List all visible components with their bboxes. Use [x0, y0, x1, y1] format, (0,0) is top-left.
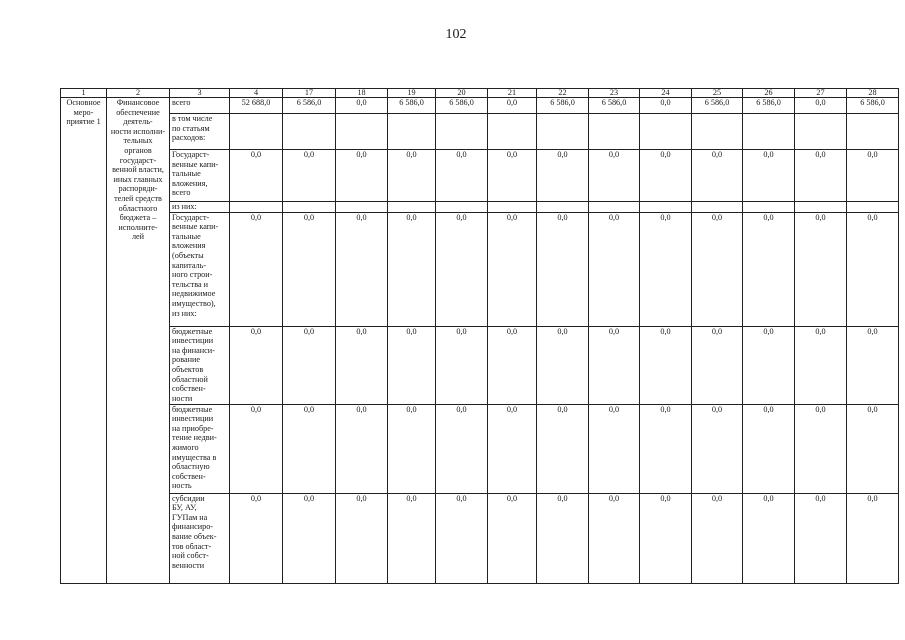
value-cell: 0,0 — [488, 150, 537, 202]
value-cell: 0,0 — [847, 150, 899, 202]
column-number: 21 — [488, 89, 537, 98]
value-cell — [692, 202, 743, 213]
column-number: 26 — [743, 89, 795, 98]
value-cell — [488, 202, 537, 213]
column-number: 4 — [230, 89, 283, 98]
value-cell: 0,0 — [589, 150, 640, 202]
value-cell — [283, 202, 336, 213]
expense-type-label: из них: — [170, 202, 230, 213]
column-number: 3 — [170, 89, 230, 98]
table-row — [61, 150, 899, 202]
value-cell: 0,0 — [388, 404, 436, 493]
value-cell — [743, 114, 795, 150]
value-cell: 0,0 — [283, 150, 336, 202]
value-cell: 0,0 — [640, 212, 692, 326]
table-row — [61, 98, 899, 114]
table-row — [61, 493, 899, 583]
expense-type-label: Государст- венные капи- тальные вложения (объекты капиталь- ного строи- тельства и недвижимое имущество), из них: — [170, 212, 230, 326]
value-cell: 0,0 — [336, 98, 388, 114]
column-number: 27 — [795, 89, 847, 98]
value-cell: 0,0 — [283, 326, 336, 404]
value-cell — [230, 202, 283, 213]
table-row — [61, 114, 899, 150]
value-cell — [388, 114, 436, 150]
value-cell — [436, 114, 488, 150]
value-cell: 0,0 — [230, 326, 283, 404]
value-cell: 0,0 — [743, 212, 795, 326]
value-cell: 0,0 — [743, 493, 795, 583]
expense-type-label: в том числе по статьям расходов: — [170, 114, 230, 150]
value-cell: 0,0 — [589, 326, 640, 404]
value-cell: 0,0 — [230, 404, 283, 493]
value-cell: 6 586,0 — [589, 98, 640, 114]
value-cell: 0,0 — [537, 212, 589, 326]
column-number: 22 — [537, 89, 589, 98]
expense-type-label: субсидии БУ, АУ, ГУПам на финансиро- вание объек- тов област- ной собст- венности — [170, 493, 230, 583]
value-cell: 6 586,0 — [283, 98, 336, 114]
value-cell: 0,0 — [692, 404, 743, 493]
value-cell: 0,0 — [795, 326, 847, 404]
value-cell: 0,0 — [283, 404, 336, 493]
column-number: 1 — [61, 89, 107, 98]
column-number: 18 — [336, 89, 388, 98]
value-cell: 0,0 — [388, 326, 436, 404]
value-cell: 0,0 — [388, 493, 436, 583]
value-cell — [847, 202, 899, 213]
value-cell — [336, 202, 388, 213]
value-cell: 0,0 — [336, 150, 388, 202]
value-cell: 6 586,0 — [388, 98, 436, 114]
value-cell: 0,0 — [388, 212, 436, 326]
value-cell: 0,0 — [692, 212, 743, 326]
value-cell: 0,0 — [537, 150, 589, 202]
value-cell: 0,0 — [847, 212, 899, 326]
value-cell: 0,0 — [795, 98, 847, 114]
value-cell — [388, 202, 436, 213]
value-cell: 0,0 — [589, 493, 640, 583]
value-cell: 0,0 — [795, 212, 847, 326]
column-number: 20 — [436, 89, 488, 98]
value-cell: 0,0 — [847, 493, 899, 583]
value-cell: 0,0 — [795, 493, 847, 583]
expense-type-label: всего — [170, 98, 230, 114]
value-cell: 0,0 — [283, 212, 336, 326]
value-cell — [436, 202, 488, 213]
table-row — [61, 212, 899, 326]
value-cell: 0,0 — [436, 404, 488, 493]
value-cell: 0,0 — [795, 150, 847, 202]
value-cell — [488, 114, 537, 150]
expense-type-label: бюджетные инвестиции на финанси- рование объектов областной собствен- ности — [170, 326, 230, 404]
value-cell: 0,0 — [388, 150, 436, 202]
value-cell — [847, 114, 899, 150]
value-cell: 6 586,0 — [436, 98, 488, 114]
table-row — [61, 404, 899, 493]
value-cell: 52 688,0 — [230, 98, 283, 114]
value-cell: 0,0 — [488, 493, 537, 583]
table-row — [61, 202, 899, 213]
value-cell: 0,0 — [640, 326, 692, 404]
page-number: 102 — [445, 27, 467, 42]
column-number: 28 — [847, 89, 899, 98]
value-cell: 0,0 — [640, 493, 692, 583]
value-cell: 6 586,0 — [537, 98, 589, 114]
value-cell: 0,0 — [537, 493, 589, 583]
value-cell — [692, 114, 743, 150]
value-cell: 0,0 — [488, 404, 537, 493]
event-name: Основное меро- приятие 1 — [61, 98, 107, 584]
expense-type-label: Государст- венные капи- тальные вложения, всего — [170, 150, 230, 202]
column-number: 25 — [692, 89, 743, 98]
column-number: 2 — [107, 89, 170, 98]
column-number-row — [61, 89, 899, 98]
event-description: Финансовое обеспечение деятель- ности исполни- тельных органов государст- венной власти, иных главных распоряди- телей средств областного бюджета – исполните- лей — [107, 98, 170, 584]
value-cell: 0,0 — [436, 212, 488, 326]
value-cell: 0,0 — [692, 150, 743, 202]
value-cell: 0,0 — [795, 404, 847, 493]
column-number: 17 — [283, 89, 336, 98]
value-cell: 0,0 — [589, 404, 640, 493]
value-cell — [230, 114, 283, 150]
value-cell: 0,0 — [230, 212, 283, 326]
value-cell: 0,0 — [488, 212, 537, 326]
value-cell — [537, 114, 589, 150]
value-cell: 0,0 — [640, 404, 692, 493]
value-cell: 0,0 — [743, 404, 795, 493]
value-cell: 0,0 — [336, 493, 388, 583]
value-cell: 0,0 — [692, 326, 743, 404]
value-cell: 0,0 — [847, 326, 899, 404]
value-cell — [537, 202, 589, 213]
value-cell: 0,0 — [283, 493, 336, 583]
value-cell: 0,0 — [436, 326, 488, 404]
value-cell: 6 586,0 — [692, 98, 743, 114]
value-cell — [640, 202, 692, 213]
value-cell: 6 586,0 — [847, 98, 899, 114]
value-cell — [283, 114, 336, 150]
value-cell: 0,0 — [488, 326, 537, 404]
value-cell — [640, 114, 692, 150]
table-row — [61, 326, 899, 404]
value-cell: 0,0 — [230, 493, 283, 583]
value-cell — [795, 114, 847, 150]
value-cell — [795, 202, 847, 213]
value-cell — [743, 202, 795, 213]
value-cell — [336, 114, 388, 150]
value-cell: 0,0 — [640, 98, 692, 114]
value-cell: 0,0 — [436, 493, 488, 583]
value-cell: 0,0 — [743, 326, 795, 404]
value-cell: 0,0 — [537, 326, 589, 404]
value-cell: 0,0 — [336, 404, 388, 493]
value-cell: 0,0 — [589, 212, 640, 326]
column-number: 23 — [589, 89, 640, 98]
value-cell: 0,0 — [436, 150, 488, 202]
value-cell: 6 586,0 — [743, 98, 795, 114]
value-cell: 0,0 — [743, 150, 795, 202]
value-cell: 0,0 — [537, 404, 589, 493]
value-cell: 0,0 — [640, 150, 692, 202]
value-cell: 0,0 — [692, 493, 743, 583]
value-cell: 0,0 — [336, 212, 388, 326]
value-cell: 0,0 — [488, 98, 537, 114]
value-cell — [589, 202, 640, 213]
budget-table — [60, 88, 899, 584]
value-cell — [589, 114, 640, 150]
expense-type-label: бюджетные инвестиции на приобре- тение недви- жимого имущества в областную собствен- ность — [170, 404, 230, 493]
column-number: 19 — [388, 89, 436, 98]
value-cell: 0,0 — [847, 404, 899, 493]
column-number: 24 — [640, 89, 692, 98]
value-cell: 0,0 — [230, 150, 283, 202]
value-cell: 0,0 — [336, 326, 388, 404]
